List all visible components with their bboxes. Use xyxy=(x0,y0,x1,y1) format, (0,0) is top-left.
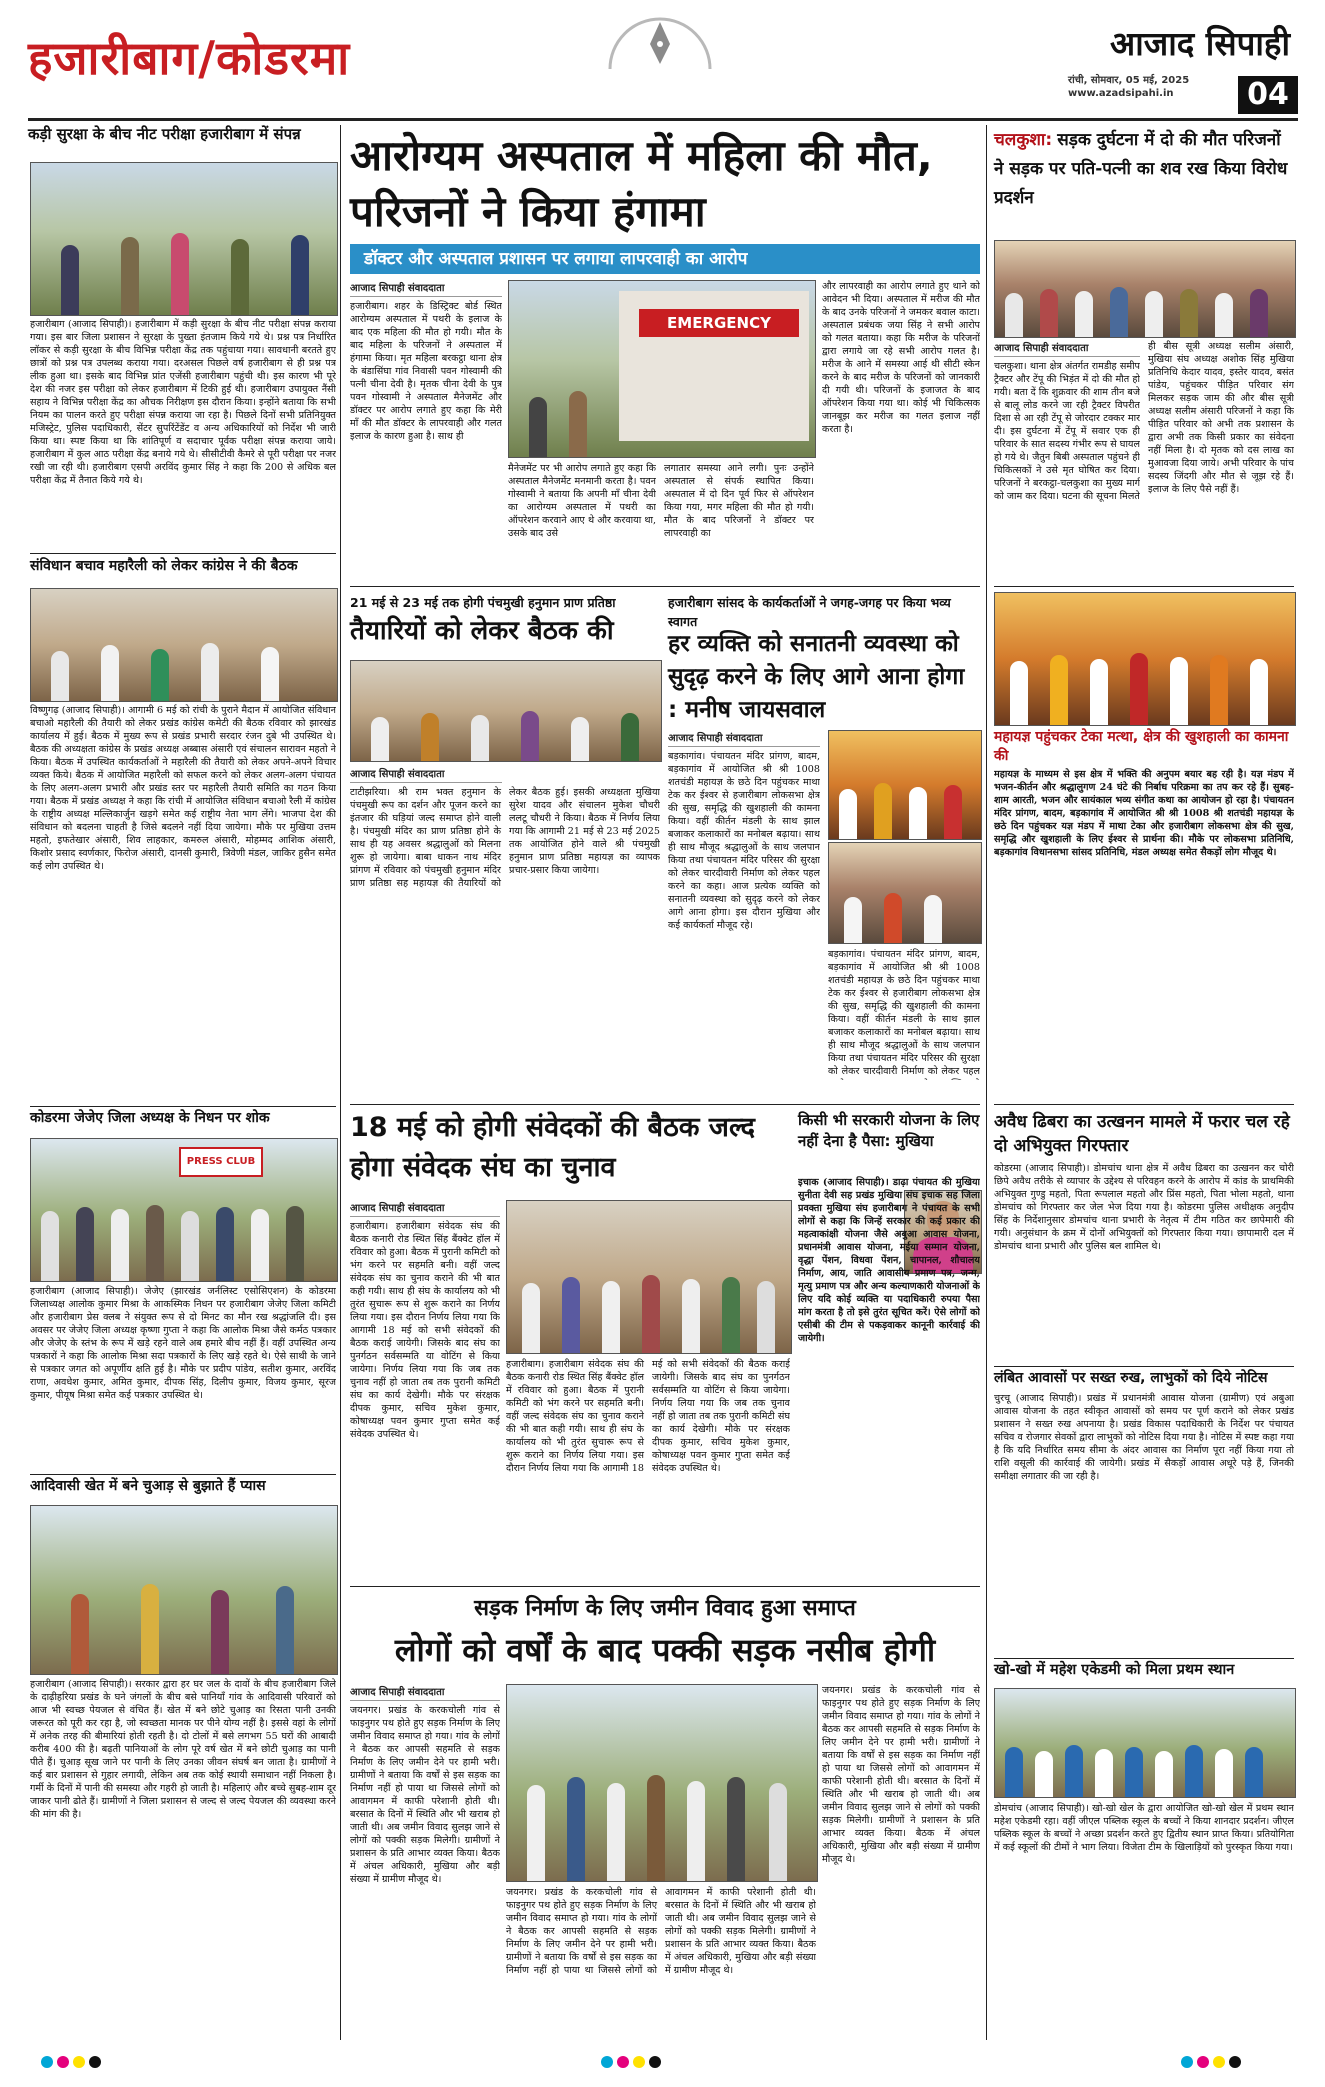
manish-jaiswal-photo xyxy=(994,592,1296,726)
tribal-water-photo xyxy=(30,1505,338,1675)
c4-body-a: जयनगर। प्रखंड के करकचोली गांव से फाइनुगर पथ होते हुए सड़क निर्माण के लिए जमीन विवाद समाप्त हो गया। गांव के लोगों ने बैठक कर आपसी सहमति से सड़क निर्माण के लिए जमीन देने पर हामी भरी। ग्रामीणों ने बताया कि वर्षों से इस सड़क का निर्माण नहीं हो पाया था जिससे लोगों को आवागमन में काफी परेशानी होती थी। बरसात के दिनों में स्थिति और भी खराब हो जाती थी। अब जमीन विवाद सुलझ जाने से लोगों को पक्की सड़क मिलेगी। ग्रामीणों ने प्रशासन के प्रति आभार व्यक्त किया। बैठक में अंचल अधिकारी, मुखिया और बड़ी संख्या में ग्रामीण मौजूद थे। xyxy=(350,1705,500,1885)
pen-nib-icon xyxy=(600,14,720,74)
col1-a1-title: कड़ी सुरक्षा के बीच नीट परीक्षा हजारीबाग में संपन्न xyxy=(28,125,301,143)
b1-kicker: चलकुशा: xyxy=(994,130,1053,150)
photo-people xyxy=(829,888,981,943)
condolence-meeting-photo xyxy=(30,1138,338,1282)
col1-rule-1 xyxy=(30,553,336,554)
photo-people xyxy=(507,1773,817,1881)
hospital-photo xyxy=(508,280,816,458)
c1-byline xyxy=(350,766,502,786)
b1-headline-block xyxy=(994,126,1294,213)
b1-body-b: ही बीस सूत्री अध्यक्ष सलीम अंसारी, मुखिया संघ अध्यक्ष अशोक सिंह मुखिया प्रतिनिधि केदार यादव, इस्तेर यादव, बसंत पांडेय, पहुंचकर पीड़ित परिवार संग मिलकर सड़क जाम की और बीस सूत्री अध्यक्ष सलीम अंसारी परिजनों ने कहा कि पीड़ित परिवार को अभी तक प्रशासन के द्वारा अभी तक किसी प्रकार का संवेदना नहीं मिला है। दो मृतक को दस लाख का मुआवजा दिया जाये। अभी परिवार के पांच सदस्य जिंदगी और मौत से जूझ रहे हैं। इलाज के लिए पैसे नहीं हैं। xyxy=(1148,341,1294,495)
center-rule-2 xyxy=(350,1104,980,1105)
right-rule-1 xyxy=(994,586,1294,587)
c1-kicker xyxy=(350,592,660,611)
c2-kicker-text: हजारीबाग सांसद के कार्यकर्ताओं ने जगह-जगह पर किया भव्य स्वागत xyxy=(668,595,951,629)
photo-people xyxy=(31,1582,337,1674)
photo-people xyxy=(31,1203,337,1281)
c2-body: बड़कागांव। पंचायतन मंदिर प्रांगण, बादम, बड़कागांव में आयोजित श्री श्री 1008 शतचंडी महायज्ञ के छठे दिन पहुंचकर माथा टेक कर ईश्वर से हजारीबाग लोकसभा क्षेत्र की सुख, समृद्धि की खुशहाली की कामना किया। वहीं कीर्तन मंडली के साथ झाल बजाकर कलाकारों का मनोबल बढ़ाया। साथ ही साथ मौजूद श्रद्धालुओं के साथ जलपान किया तथा पंचायतन मंदिर परिसर की सुरक्षा को लेकर चारदीवारी निर्माण को लेकर पहल करने का कहा। आज प्रत्येक व्यक्ति को सनातनी व्यवस्था को सुदृढ़ करने को लेकर आगे आना होगा। इस दौरान मुखिया और कई कार्यकर्ता मौजूद रहे। xyxy=(668,751,820,931)
photo-people xyxy=(509,360,815,457)
photo-people xyxy=(829,780,981,839)
b1-headline: सड़क दुर्घटना में दो की मौत परिजनों ने सड़क पर पति-पत्नी का शव रख किया विरोध प्रदर्शन xyxy=(994,130,1288,208)
photo-people xyxy=(31,639,337,701)
contractors-meeting-photo xyxy=(506,1200,792,1354)
c3-body-a: हजारीबाग। हजारीबाग संवेदक संघ की बैठक कनारी रोड स्थित सिंह बैंक्वेट हॉल में रविवार को हुआ। बैठक में पुरानी कमिटी को भंग करने पर सहमति बनी। वहीं जल्द संवेदक संघ का चुनाव कराने की भी बात कही गयी। साथ ही संघ के कार्यालय को भी तुरंत सुचारू रूप से शुरू कराने का निर्णय लिया गया। इस दौरान निर्णय लिया गया कि आगामी 18 मई को सभी संवेदकों की बैठक कराई जायेगी। जिसके बाद संघ का पुनर्गठन सर्वसम्मति या वोटिंग से किया जायेगा। निर्णय लिया गया कि जब तक चुनाव नहीं हो जाता तब तक पुरानी कमिटी संघ का कार्य देखेगी। मौके पर संरक्षक दीपक कुमार, सचिव मुकेश कुमार, कोषाध्यक्ष पवन कुमार गुप्ता समेत कई संवेदक उपस्थित थे। xyxy=(350,1221,500,1440)
col-divider-2 xyxy=(986,125,987,2040)
c4-body-b: जयनगर। प्रखंड के करकचोली गांव से फाइनुगर पथ होते हुए सड़क निर्माण के लिए जमीन विवाद समाप्त हो गया। गांव के लोगों ने बैठक कर आपसी सहमति से सड़क निर्माण के लिए जमीन देने पर हामी भरी। ग्रामीणों ने बताया कि वर्षों से इस सड़क का निर्माण नहीं हो पाया था जिससे लोगों को आवागमन में काफी परेशानी होती थी। बरसात के दिनों में स्थिति और भी खराब हो जाती थी। अब जमीन विवाद सुलझ जाने से लोगों को पक्की सड़क मिलेगी। ग्रामीणों ने प्रशासन के प्रति आभार व्यक्त किया। बैठक में अंचल अधिकारी, मुखिया और बड़ी संख्या में ग्रामीण मौजूद थे। xyxy=(506,1887,816,1976)
photo-people xyxy=(507,1269,791,1353)
c1-headline: तैयारियों को लेकर बैठक की xyxy=(350,616,614,646)
c4-byline-text: आजाद सिपाही संवाददाता xyxy=(350,1684,500,1701)
road-protest-photo xyxy=(994,240,1296,338)
lead-strap-text: डॉक्टर और अस्पताल प्रशासन पर लगाया लापरवाही का आरोप xyxy=(364,249,748,269)
c1-kicker-text: 21 मई से 23 मई तक होगी पंचमुखी हनुमान प्राण प्रतिष्ठा xyxy=(350,595,616,610)
lead-text-d: और लापरवाही का आरोप लगाते हुए थाने को आवेदन भी दिया। अस्पताल में मरीज की मौत के बाद उनके परिजनों ने जमकर बवाल काटा। अस्पताल प्रबंधक जया सिंह ने सभी आरोप को गलत बताया। कहा कि मरीज के परिजनों द्वारा लगाये जा रहे सभी आरोप गलत है। मरीज के आने में समस्या आई थी सीटी स्केन करने के बाद मरीज के परिजनों को जानकारी दी गयी थी। परिजनों के इजाजत के बाद ऑपरेशन किया गया था। कोई भी चिकित्सक जानबूझ कर मरीज का गलत इलाज नहीं करता है। xyxy=(822,281,980,435)
road-meeting-photo xyxy=(506,1684,818,1882)
c2-caption-small: बड़कागांव। पंचायतन मंदिर प्रांगण, बादम, बड़कागांव में आयोजित श्री श्री 1008 शतचंडी महायज्ञ के छठे दिन पहुंचकर माथा टेक कर ईश्वर से हजारीबाग लोकसभा क्षेत्र की सुख, समृद्धि की खुशहाली की कामना किया। वहीं कीर्तन मंडली के साथ झाल बजाकर कलाकारों का मनोबल बढ़ाया। साथ ही साथ मौजूद श्रद्धालुओं के साथ जलपान किया तथा पंचायतन मंदिर परिसर की सुरक्षा को लेकर चारदीवारी निर्माण को लेकर पहल xyxy=(828,949,980,1077)
col1-a2-title: संविधान बचाव महारैली को लेकर कांग्रेस ने की बैठक xyxy=(30,558,298,574)
col1-a2-body: विष्णुगढ़ (आजाद सिपाही)। आगामी 6 मई को रांची के पुराने मैदान में आयोजित संविधान बचाओ महारैली की तैयारी को लेकर प्रखंड कांग्रेस कमेटी की बैठक रविवार को झारखंड कार्यालय में हुई। बैठक में मुख्य रूप से प्रखंड प्रभारी सरदार रंजन दुबे भी उपस्थित थे। बैठक की अध्यक्षता कांग्रेस के प्रखंड अध्यक्ष अब्बास अंसारी एवं संचालन सारावन महतो ने किया। बैठक में उपस्थित कार्यकर्ताओं ने महारैली की तैयारी को लेकर अपने-अपने विचार व्यक्त किये। बैठक में आयोजित महारैली को सफल करने को लेकर अलग-अलग पंचायत के लिए अलग-अलग प्रभारी और प्रखंड स्तर पर महारैली तैयारी समिति का गठन किया गया। बैठक में प्रखंड अध्यक्ष ने कहा कि रांची में आयोजित संविधान बचाओ रैली में कांग्रेस के राष्ट्रीय अध्यक्ष मल्लिकार्जुन खड़गे समेत कई राष्ट्रीय नेता भाग लेंगे। भाजपा देश की संविधान को बदलना चाहती है जिसे बदलने नहीं दिया जायेगा। मौके पर मुखिया उत्तम महतो, इफतेखार अंसारी, शिव लाहकार, कमरुल अंसारी, मोहम्मद आशिक अंसारी, किशोर प्रसाद स्वर्णकार, फिरोज अंसारी, दानसी कुमारी, त्रिवेणी मंडल, जाकिर हुसैन समेत कई लोग उपस्थित थे। xyxy=(30,705,336,872)
lead-byline: आजाद सिपाही संवाददाता xyxy=(350,280,502,297)
b1-byline xyxy=(994,340,1140,360)
c1-byline-text: आजाद सिपाही संवाददाता xyxy=(350,766,502,783)
c2-caption-body: महायज्ञ के माध्यम से इस क्षेत्र में भक्ति की अनुपम बयार बह रही है। यज्ञ मंडप में भजन-कीर्तन और श्रद्धालुगण 24 घंटे की निर्बाध परिक्रमा का तप कर रहे हैं। सुबह-शाम आरती, भजन और सायंकाल भव्य संगीत कथा का आयोजन हो रहा है। पंचायतन मंदिर प्रांगण, बादम, बड़कागांव में आयोजित श्री श्री 1008 श्री शतचंडी महायज्ञ के छठे दिन पहुंचकर यज्ञ मंडप में माथा टेका और हजारीबाग लोकसभा क्षेत्र की सुख, समृद्धि और खुशहाली के लिए ईश्वर से प्रार्थना की। मौके पर लोकसभा प्रतिनिधि, बड़कागांव विधानसभा सांसद प्रतिनिधि, मंडल अध्यक्ष समेत सैकड़ों लोग मौजूद थे। xyxy=(994,769,1294,858)
lead-text-c: लगातार समस्या आने लगी। पुनः उन्होंने अस्पताल से संपर्क स्थापित किया। अस्पताल में दो दिन पूर्व फिर से ऑपरेशन किया गया, मगर महिला की मौत हो गयी। मौत के बाद परिजनों ने डॉक्टर पर लापरवाही का xyxy=(664,463,814,539)
col1-a3-body: हजारीबाग (आजाद सिपाही)। जेजेए (झारखंड जर्नलिस्ट एसोसिएशन) के कोडरमा जिलाध्यक्ष आलोक कुमार मिश्रा के आकस्मिक निधन पर हजारीबाग जेजेए जिला कमिटी और हजारीबाग प्रेस क्लब ने संयुक्त रूप से दो मिनट का मौन रख श्रद्धांजलि दी। इस अवसर पर जेजेए जिला अध्यक्ष कृष्णा गुप्ता ने कहा कि आलोक मिश्रा जैसे कर्मठ पत्रकार और जेजेए के स्तंभ के रूप में खड़े रहने वाले अब हमारे बीच नहीं हैं। वहीं उपस्थित अन्य पत्रकारों ने कहा कि आलोक मिश्रा सदा पत्रकारों के लिए खड़े रहते थे। ऐसे साथी के जाने से पत्रकार जगत को अपूर्णीय क्षति हुई है। मौके पर प्रदीप पांडेय, सतीश कुमार, अरविंद राणा, अवधेश कुमार, अमित कुमार, दीपक सिंह, दिलीप कुमार, विजय कुमार, सूरज कुमार, पीयूष मिश्रा समेत कई पत्रकार उपस्थित थे। xyxy=(30,1286,336,1401)
c2-headline: हर व्यक्ति को सनातनी व्यवस्था को सुदृढ़ करने के लिए आगे आना होगा : मनीष जायसवाल xyxy=(668,631,965,723)
mahayagya-photo xyxy=(828,730,982,840)
c3-body-b: हजारीबाग। हजारीबाग संवेदक संघ की बैठक कनारी रोड स्थित सिंह बैंक्वेट हॉल में रविवार को हुआ। बैठक में पुरानी कमिटी को भंग करने पर सहमति बनी। वहीं जल्द संवेदक संघ का चुनाव कराने की भी बात कही गयी। साथ ही संघ के कार्यालय को भी तुरंत सुचारू रूप से शुरू कराने का निर्णय लिया गया। इस दौरान निर्णय लिया गया कि आगामी 18 मई को सभी संवेदकों की बैठक कराई जायेगी। जिसके बाद संघ का पुनर्गठन सर्वसम्मति या वोटिंग से किया जायेगा। निर्णय लिया गया कि जब तक चुनाव नहीं हो जाता तब तक पुरानी कमिटी संघ का कार्य देखेगी। मौके पर संरक्षक दीपक कुमार, सचिव मुकेश कुमार, कोषाध्यक्ष पवन कुमार गुप्ता समेत कई संवेदक उपस्थित थे। xyxy=(506,1359,790,1474)
b5-headline: खो-खो में महेश एकेडमी को मिला प्रथम स्थान xyxy=(994,1662,1235,1678)
lead-strap xyxy=(350,244,980,274)
page-number xyxy=(1238,76,1298,114)
b3-headline: अवैध ढिबरा का उत्खनन मामले में फरार चल रहे दो अभियुक्त गिरफ्तार xyxy=(994,1112,1290,1156)
b3-body: कोडरमा (आजाद सिपाही)। डोमचांच थाना क्षेत्र में अवैध ढिबरा का उत्खनन कर चोरी छिपे अवैध तरीके से व्यापार के उद्देश्य से परिवहन करने के आरोप में कांड के प्राथमिकी अभियुक्त गुण्डु महतो, पिता रूपलाल महतो और प्रिंस महतो, पिता भोला महतो, थाना डोमचांच को गिरफ्तार कर जेल भेज दिया गया है। कोडरमा पुलिस अधीक्षक अनुदीप सिंह के निर्देशानुसार डोमचांच थाना प्रभारी के नेतृत्व में टीम गठित कर छापेमारी की गयी। अनुसंधान के क्रम में दोनों अभियुक्तों को गिरफ्तार किया गया। छापामारी दल में डोमचांच थाना प्रभारी और पुलिस बल शामिल थे। xyxy=(994,1163,1294,1252)
photo-people xyxy=(995,284,1295,337)
page-number-text: 04 xyxy=(1247,77,1289,112)
col1-rule-2 xyxy=(30,1106,336,1107)
col1-rule-3 xyxy=(30,1474,336,1475)
c4-body-c: जयनगर। प्रखंड के करकचोली गांव से फाइनुगर पथ होते हुए सड़क निर्माण के लिए जमीन विवाद समाप्त हो गया। गांव के लोगों ने बैठक कर आपसी सहमति से सड़क निर्माण के लिए जमीन देने पर हामी भरी। ग्रामीणों ने बताया कि वर्षों से इस सड़क का निर्माण नहीं हो पाया था जिससे लोगों को आवागमन में काफी परेशानी होती थी। बरसात के दिनों में स्थिति और भी खराब हो जाती थी। अब जमीन विवाद सुलझ जाने से लोगों को पक्की सड़क मिलेगी। ग्रामीणों ने प्रशासन के प्रति आभार व्यक्त किया। बैठक में अंचल अधिकारी, मुखिया और बड़ी संख्या में ग्रामीण मौजूद थे। xyxy=(822,1685,980,1865)
dateline: रांची, सोमवार, 05 मई, 2025 xyxy=(1068,75,1190,86)
press-club-text: PRESS CLUB xyxy=(186,1156,256,1167)
hanuman-meeting-photo xyxy=(350,660,662,762)
kho-kho-photo xyxy=(994,1688,1296,1798)
c4-kicker xyxy=(350,1592,980,1622)
mahayagya-photo-2 xyxy=(828,842,982,944)
section-title-text: हजारीबाग/कोडरमा xyxy=(28,31,351,85)
center-rule-1 xyxy=(350,586,980,587)
col1-article-1 xyxy=(28,126,334,144)
lead-text-a: हजारीबाग। शहर के डिस्ट्रिक्ट बोर्ड स्थित आरोग्यम अस्पताल में पथरी के इलाज के बाद एक महिला की मौत हो गयी। मौत के बाद महिला के परिजनों ने अस्पताल में हंगामा किया। मृत महिला बरकट्ठा थाना क्षेत्र के बंडासिंघा गांव निवासी पवन गोस्वामी की पत्नी चीना देवी है। मृतक चीना देवी के पुत्र पवन गोस्वामी ने अस्पताल मैनेजमेंट और डॉक्टर पर आरोप लगाते हुए कहा कि मेरी माँ की मौत डॉक्टर के लापरवाही और गलत इलाज के कारण हुआ है। साथ ही xyxy=(350,301,502,442)
b2-headline: किसी भी सरकारी योजना के लिए नहीं देना है पैसा: मुखिया xyxy=(798,1111,980,1150)
col1-a1-body: हजारीबाग (आजाद सिपाही)। हजारीबाग में कड़ी सुरक्षा के बीच नीट परीक्षा संपन्न कराया गया। इस बार जिला प्रशासन ने सुरक्षा के पुख्ता इंतजाम किये गये थे। प्रश्न पत्र निर्धारित लॉकर से कड़ी सुरक्षा के बीच विभिन्न परीक्षा केंद्र तक पहुंचाया गया। सावधानी बरतते हुए छात्रों को प्रश्न पत्र उपलब्ध कराया गया। दरअसल पिछले वर्ष हजारीबाग से ही प्रश्न पत्र लीक हुआ था। इसके बाद विभिन्न प्रांत एजेंसी हजारीबाग पहुंची थी। इस कारण भी पूरे देश की नजर इस परीक्षा को लेकर हजारीबाग में टिकी हुई थी। हजारीबाग उपायुक्त नैंसी सहाय ने विभिन्न परीक्षा केंद्र का औचक निरीक्षण इस दौरान किया। इन्होंने बताया कि सभी नियम का पालन करते हुए परीक्षा संपन्न कराया जा रहा है। पिछले दिनों सभी प्रतिनियुक्त मजिस्ट्रेट, पुलिस पदाधिकारी, सेंटर सुपरिंटेंडेंट व अन्य अधिकारियों को निर्देश भी जारी किया था। स्पष्ट किया था कि शांतिपूर्ण व सदाचार पूर्वक परीक्षा संपन्न कराया जाये। हजारीबाग में कुल आठ परीक्षा केंद्र बनाये गये थे। सीसीटीवी कैमरे से पूरी परीक्षा पर नजर रखी जा रही थी। हजारीबाग एसपी अरविंद कुमार सिंह ने कहा कि 200 से अधिक बल परीक्षा केंद्र में तैनात किये गये थे। xyxy=(30,319,336,486)
c3-headline: 18 मई को होगी संवेदकों की बैठक जल्द होगा संवेदक संघ का चुनाव xyxy=(350,1112,755,1183)
b1-byline-text: आजाद सिपाही संवाददाता xyxy=(994,340,1140,357)
b4-body: चुरचू (आजाद सिपाही)। प्रखंड में प्रधानमंत्री आवास योजना (ग्रामीण) एवं अबुआ आवास योजना के तहत स्वीकृत आवासों को समय पर पूर्ण कराने को लेकर प्रखंड प्रशासन ने सख्त रुख अपनाया है। प्रखंड विकास पदाधिकारी के निर्देश पर पंचायत सचिव व रोजगार सेवकों द्वारा लाभुकों को नोटिस दिया गया है। नोटिस में स्पष्ट कहा गया है कि यदि निर्धारित समय सीमा के अंदर आवास का निर्माण पूरा नहीं किया गया तो राशि वसूली की कार्रवाई की जायेगी। प्रखंड में सैकड़ों आवास अधूरे पड़े हैं, जिनकी समीक्षा लगातार की जा रही है। xyxy=(994,1393,1294,1482)
neet-exam-photo xyxy=(30,162,338,316)
congress-meeting-photo xyxy=(30,588,338,702)
emergency-sign xyxy=(639,309,799,337)
section-title xyxy=(28,26,588,88)
website: www.azadsipahi.in xyxy=(1068,88,1174,99)
c2-caption-headline: महायज्ञ पहुंचकर टेका मत्था, क्षेत्र की खुशहाली का कामना की xyxy=(994,729,1289,764)
right-rule-4 xyxy=(994,1658,1294,1659)
lead-col-a xyxy=(350,280,502,600)
right-rule-3 xyxy=(994,1366,1294,1367)
press-club-sign xyxy=(179,1147,263,1177)
col-divider-1 xyxy=(340,125,341,2040)
photo-people xyxy=(351,706,661,761)
photo-people xyxy=(995,652,1295,725)
col1-a4-body: हजारीबाग (आजाद सिपाही)। सरकार द्वारा हर घर जल के दावों के बीच हजारीबाग जिले के दाढ़ीहरिया प्रखंड के घने जंगलों के बीच बसे पानियाँ गांव के आदिवासी परिवारों को आज भी स्वच्छ पेयजल से वंचित हैं। खेत में बने छोटे चुआड़ का रिसता पानी उनकी जरूरत को पूरी कर रहा है, जो स्वच्छता मानक पर पीने योग्य नहीं है। इससे वहां के लोगों में अनेक तरह की बीमारियां होती रहती है। दो टोलों में बसे लगभग 55 घरों की आबादी करीब 400 की है। बढ़ती पानियाओं के लोग पूरे वर्ष खेत में बने छोटी चुआड़ का पानी पीते हैं। चुआड़ सूख जाने पर पानी के लिए उनका जीवन संघर्ष बन जाता है। ग्रामीणों ने कई बार प्रशासन से गुहार लगायी, लेकिन अब तक कोई स्थायी समाधान नहीं निकला है। गर्मी के दिनों में पानी की समस्या और गहरी हो जाती है। महिलाएं और बच्चे सुबह-शाम दूर जाकर पानी ढोते हैं। ग्रामीणों ने जिला प्रशासन से जल्द से जल्द पेयजल की व्यवस्था करने की मांग की है। xyxy=(30,1679,336,1820)
paper-name: आजाद सिपाही xyxy=(1110,24,1290,63)
center-rule-3 xyxy=(350,1586,980,1587)
b5-body: डोमचांच (आजाद सिपाही)। खो-खो खेल के द्वारा आयोजित खो-खो खेल में प्रथम स्थान महेश एकेडमी रहा। वहीं जीएल पब्लिक स्कूल के बच्चों ने किया शानदार प्रदर्शन। जीएल पब्लिक स्कूल के बच्चों ने अच्छा प्रदर्शन करते हुए द्वितीय स्थान प्राप्त किया। प्रतियोगिता में कई स्कूलों की टीमों ने भाग लिया। विजेता टीम के खिलाड़ियों को पुरस्कृत किया गया। xyxy=(994,1803,1294,1853)
c4-headline: लोगों को वर्षों के बाद पक्की सड़क नसीब होगी xyxy=(394,1631,936,1669)
c2-kicker xyxy=(668,592,980,630)
masthead-logo xyxy=(1080,20,1320,64)
c2-byline-text: आजाद सिपाही संवाददाता xyxy=(668,730,820,747)
b1-body-a: चलकुशा। थाना क्षेत्र अंतर्गत रामडीह समीप ट्रैक्टर और टेंपू की भिड़ंत में दो की मौत हो गयी। बता दें कि शुक्रवार की शाम तीन बजे से बालू लोड करने जा रही ट्रैक्टर विपरीत दिशा से आ रही टेंपू से जोरदार टक्कर मार दी। इस दुर्घटना में टेंपू में सवार एक ही परिवार के सात सदस्य गंभीर रूप से घायल हो गये थे। जैतुन बिबी अस्पताल पहुंचने ही चिकित्सकों ने उसे मृत घोषित कर दिया। परिजनों ने बरकट्ठा-चलकुशा का मुख्य मार्ग को जाम कर दिया। घटना की सूचना मिलते xyxy=(994,361,1140,502)
lead-headline: आरोग्यम अस्पताल में महिला की मौत, परिजनों ने किया हंगामा xyxy=(350,131,933,236)
registration-marks-right xyxy=(1180,2054,1300,2068)
b4-headline: लंबित आवासों पर सख्त रुख, लाभुकों को दिये नोटिस xyxy=(994,1370,1268,1386)
c4-kicker-text: सड़क निर्माण के लिए जमीन विवाद हुआ समाप्त xyxy=(474,1596,856,1621)
right-rule-2 xyxy=(994,1104,1294,1105)
emergency-text: EMERGENCY xyxy=(667,314,771,332)
col1-a4-title: आदिवासी खेत में बने चुआड़ से बुझाते हैं प्यास xyxy=(30,1478,266,1494)
c4-byline xyxy=(350,1684,500,1704)
masthead-rule xyxy=(28,118,1298,121)
c1-body: टाटीझरिया। श्री राम भक्त हनुमान के पंचमुखी रूप का दर्शन और पूजन करने का इंतजार की घड़ियां जल्द समाप्त होने वाली है। पंचमुखी मंदिर का प्राण प्रतिष्ठा होने के साथ ही यह अवसर श्रद्धालुओं को मिलना शुरू हो जायेगा। बाबा धाकन नाथ मंदिर प्रांगण में रविवार को पंचमुखी हनुमान मंदिर प्राण प्रतिष्ठा सह महायज्ञ की तैयारियों को लेकर बैठक हुई। इसकी अध्यक्षता मुखिया सुरेश यादव और संचालन मुकेश चौधरी ललटू चौधरी ने किया। बैठक में निर्णय लिया गया कि आगामी 21 मई से 23 मई 2025 तक आयोजित होने वाले श्री पंचमुखी हनुमान प्राण प्रतिष्ठा महायज्ञ का व्यापक प्रचार-प्रसार किया जायेगा। xyxy=(350,787,660,889)
c2-byline xyxy=(668,730,820,750)
lead-text-b: मैनेजमेंट पर भी आरोप लगाते हुए कहा कि अस्पताल मैनेजमेंट मनमानी करता है। पवन गोस्वामी ने बताया कि अपनी माँ चीना देवी का आरोग्यम अस्पताल में पथरी का ऑपरेशन करवाने आए थे और करवाया था, उसके बाद उसे xyxy=(508,463,656,539)
registration-marks-center xyxy=(600,2054,720,2068)
col1-a3-title: कोडरमा जेजेए जिला अध्यक्ष के निधन पर शोक xyxy=(30,1110,270,1126)
registration-marks-left xyxy=(40,2054,160,2068)
photo-people xyxy=(31,231,337,315)
c3-byline-text: आजाद सिपाही संवाददाता xyxy=(350,1200,500,1217)
b2-body: इचाक (आजाद सिपाही)। डाढ़ा पंचायत की मुखिया सुनीता देवी सह प्रखंड मुखिया संघ इचाक सह जिला प्रवक्ता मुखिया संघ हजारीबाग ने पंचायत के सभी लोगों से कहा कि जिन्हें सरकार की कई प्रकार की महत्वाकांक्षी योजना जैसे अबुआ आवास योजना, प्रधानमंत्री आवास योजना, मईया सम्मान योजना, वृद्धा पेंशन, विधवा पेंशन, चापानल, शौचालय निर्माण, आय, जाति आवासीय प्रमाण पत्र, जन्म, मृत्यु प्रमाण पत्र और अन्य कल्याणकारी योजनाओं के लिए यदि कोई व्यक्ति या पदाधिकारी रुपया पैसा मांग करता है तो इसे तुरंत सूचित करें। ऐसे लोगों को एसीबी की टीम से पकड़वाकर कानूनी कार्रवाई की जायेगी। xyxy=(798,1177,980,1344)
photo-people xyxy=(995,1738,1295,1797)
c3-byline xyxy=(350,1200,500,1220)
